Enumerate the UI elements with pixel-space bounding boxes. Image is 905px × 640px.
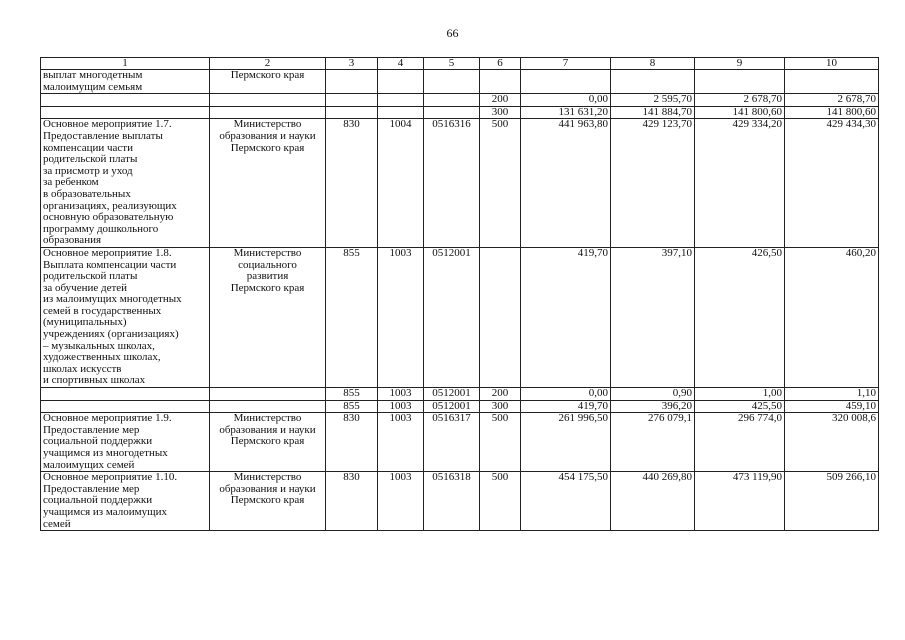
- section-code-cell: [378, 70, 424, 94]
- column-header: 2: [210, 58, 326, 70]
- activity-name-cell: [41, 94, 210, 107]
- activity-name-cell: [41, 400, 210, 413]
- grbs-code-cell: 855: [326, 388, 378, 401]
- amount-col8-cell: 397,10: [611, 247, 695, 387]
- amount-col8-cell: 141 884,70: [611, 106, 695, 119]
- grbs-code-cell: 855: [326, 400, 378, 413]
- table-row: [41, 247, 879, 387]
- responsible-org-cell: [210, 94, 326, 107]
- target-item-code-cell: [424, 94, 480, 107]
- section-code-cell: 1003: [378, 472, 424, 531]
- activity-name-cell: [41, 106, 210, 119]
- target-item-code-cell: 0516316: [424, 119, 480, 248]
- table-row: [41, 119, 879, 248]
- target-item-code-cell: 0512001: [424, 388, 480, 401]
- column-header: 8: [611, 58, 695, 70]
- amount-col8-cell: 0,90: [611, 388, 695, 401]
- column-number-header: [41, 58, 879, 70]
- amount-col7-cell: [521, 70, 611, 94]
- section-code-cell: 1003: [378, 413, 424, 472]
- responsible-org-cell: [210, 400, 326, 413]
- expense-type-code-cell: 500: [480, 413, 521, 472]
- amount-col9-cell: 473 119,90: [695, 472, 785, 531]
- amount-col8-cell: 429 123,70: [611, 119, 695, 248]
- table-row: [41, 400, 879, 413]
- activity-name-cell: Основное мероприятие 1.7. Предоставление выплаты компенсации части родительской платы за присмотр и уход за ребенком в образовательных организациях, реализующих основную образовательную программу дошкольного образования: [41, 119, 210, 248]
- amount-col7-cell: 261 996,50: [521, 413, 611, 472]
- table-row: [41, 70, 879, 94]
- column-header: 5: [424, 58, 480, 70]
- amount-col9-cell: 426,50: [695, 247, 785, 387]
- column-header: 4: [378, 58, 424, 70]
- column-header: 10: [785, 58, 879, 70]
- column-header: 1: [41, 58, 210, 70]
- amount-col7-cell: 131 631,20: [521, 106, 611, 119]
- expense-type-code-cell: [480, 70, 521, 94]
- activity-name-cell: Основное мероприятие 1.8. Выплата компенсации части родительской платы за обучение детей из малоимущих многодетных семей в государственных (муниципальных) учреждениях (организациях) – музыкальных школах, художественных школах, школах искусств и спортивных школах: [41, 247, 210, 387]
- column-header: 9: [695, 58, 785, 70]
- column-header: 3: [326, 58, 378, 70]
- amount-col9-cell: [695, 70, 785, 94]
- table-row: [41, 106, 879, 119]
- table-row: [41, 472, 879, 531]
- target-item-code-cell: [424, 106, 480, 119]
- column-header: 6: [480, 58, 521, 70]
- amount-col8-cell: 440 269,80: [611, 472, 695, 531]
- section-code-cell: [378, 106, 424, 119]
- amount-col9-cell: 2 678,70: [695, 94, 785, 107]
- amount-col8-cell: 2 595,70: [611, 94, 695, 107]
- amount-col10-cell: [785, 70, 879, 94]
- section-code-cell: 1003: [378, 400, 424, 413]
- target-item-code-cell: 0516318: [424, 472, 480, 531]
- responsible-org-cell: Министерство образования и науки Пермского края: [210, 119, 326, 248]
- amount-col7-cell: 0,00: [521, 94, 611, 107]
- expense-type-code-cell: 200: [480, 388, 521, 401]
- grbs-code-cell: 830: [326, 119, 378, 248]
- amount-col9-cell: 425,50: [695, 400, 785, 413]
- amount-col9-cell: 141 800,60: [695, 106, 785, 119]
- section-code-cell: 1003: [378, 388, 424, 401]
- grbs-code-cell: 855: [326, 247, 378, 387]
- amount-col10-cell: 1,10: [785, 388, 879, 401]
- amount-col9-cell: 1,00: [695, 388, 785, 401]
- grbs-code-cell: 830: [326, 413, 378, 472]
- activity-name-cell: Основное мероприятие 1.9. Предоставление мер социальной поддержки учащимся из многодетных малоимущих семей: [41, 413, 210, 472]
- section-code-cell: 1004: [378, 119, 424, 248]
- amount-col7-cell: 419,70: [521, 247, 611, 387]
- responsible-org-cell: [210, 106, 326, 119]
- amount-col10-cell: 141 800,60: [785, 106, 879, 119]
- amount-col8-cell: [611, 70, 695, 94]
- responsible-org-cell: [210, 388, 326, 401]
- section-code-cell: 1003: [378, 247, 424, 387]
- expense-type-code-cell: 500: [480, 472, 521, 531]
- amount-col10-cell: 429 434,30: [785, 119, 879, 248]
- responsible-org-cell: Министерство образования и науки Пермского края: [210, 472, 326, 531]
- amount-col7-cell: 419,70: [521, 400, 611, 413]
- amount-col10-cell: 2 678,70: [785, 94, 879, 107]
- responsible-org-cell: Министерство образования и науки Пермского края: [210, 413, 326, 472]
- activity-name-cell: Основное мероприятие 1.10. Предоставление мер социальной поддержки учащимся из малоимущих семей: [41, 472, 210, 531]
- responsible-org-cell: Министерство социального развития Пермского края: [210, 247, 326, 387]
- amount-col9-cell: 296 774,0: [695, 413, 785, 472]
- grbs-code-cell: [326, 106, 378, 119]
- amount-col9-cell: 429 334,20: [695, 119, 785, 248]
- expense-type-code-cell: 500: [480, 119, 521, 248]
- page-number: 66: [446, 26, 459, 40]
- expense-type-code-cell: [480, 247, 521, 387]
- grbs-code-cell: [326, 70, 378, 94]
- column-header: 7: [521, 58, 611, 70]
- table-row: [41, 388, 879, 401]
- amount-col7-cell: 0,00: [521, 388, 611, 401]
- grbs-code-cell: [326, 94, 378, 107]
- grbs-code-cell: 830: [326, 472, 378, 531]
- amount-col10-cell: 459,10: [785, 400, 879, 413]
- amount-col10-cell: 460,20: [785, 247, 879, 387]
- target-item-code-cell: 0516317: [424, 413, 480, 472]
- target-item-code-cell: 0512001: [424, 400, 480, 413]
- responsible-org-cell: Пермского края: [210, 70, 326, 94]
- section-code-cell: [378, 94, 424, 107]
- amount-col10-cell: 509 266,10: [785, 472, 879, 531]
- table-row: [41, 94, 879, 107]
- expense-type-code-cell: 300: [480, 400, 521, 413]
- expense-type-code-cell: 300: [480, 106, 521, 119]
- activity-name-cell: выплат многодетным малоимущим семьям: [41, 70, 210, 94]
- table-row: [41, 413, 879, 472]
- amount-col8-cell: 396,20: [611, 400, 695, 413]
- target-item-code-cell: [424, 70, 480, 94]
- amount-col7-cell: 441 963,80: [521, 119, 611, 248]
- amount-col7-cell: 454 175,50: [521, 472, 611, 531]
- amount-col8-cell: 276 079,1: [611, 413, 695, 472]
- activity-name-cell: [41, 388, 210, 401]
- amount-col10-cell: 320 008,6: [785, 413, 879, 472]
- expense-type-code-cell: 200: [480, 94, 521, 107]
- budget-table: [40, 57, 879, 531]
- target-item-code-cell: 0512001: [424, 247, 480, 387]
